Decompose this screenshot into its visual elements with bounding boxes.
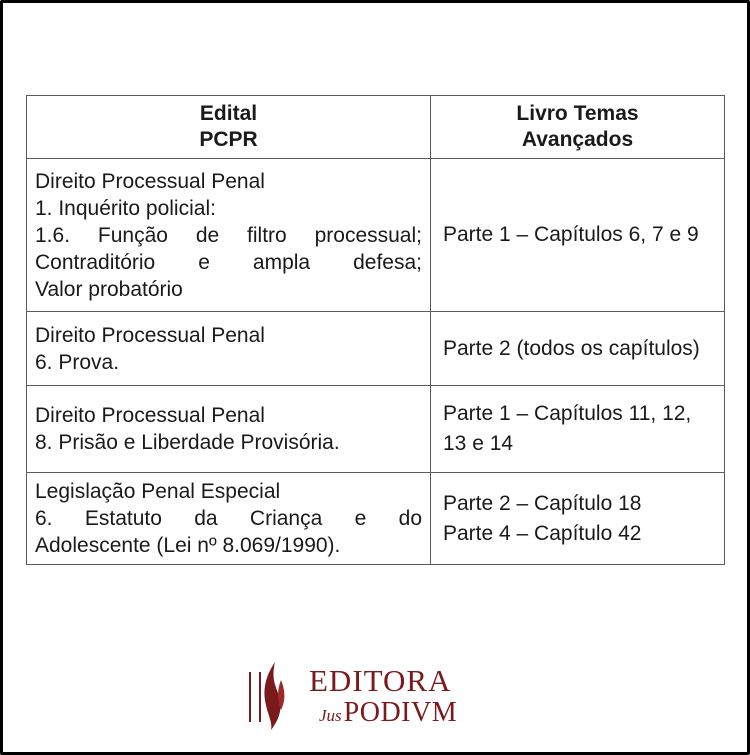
header-livro-line-1: Livro Temas [516,102,639,125]
livro-cell [431,473,725,565]
cell-line: 8. Prisão e Liberdade Provisória. [35,431,340,454]
header-livro [431,96,725,159]
livro-cell: Parte 1 – Capítulos 11, 12, 13 e 14 [431,386,725,473]
edital-table [26,95,725,565]
cell-line: Legislação Penal Especial [35,480,281,503]
table-header-row [27,96,725,159]
logo-jus: Jus [319,706,342,725]
livro-cell: Parte 1 – Capítulos 6, 7 e 9 [431,159,725,312]
header-livro-line-2: Avançados [521,128,634,151]
edital-cell [27,312,431,386]
cell-line: Contraditório e ampla defesa; [35,250,422,274]
header-edital-line-1: Edital [199,102,258,125]
edital-cell [27,159,431,312]
livro-cell: Parte 2 (todos os capítulos) [431,312,725,386]
cell-line: Valor probatório [35,277,183,301]
table-row [27,312,725,386]
flame-icon [257,660,291,732]
table-row [27,159,725,312]
cell-line: 6. Estatuto da Criança e do [35,507,422,530]
edital-cell [27,386,431,473]
cell-line: Direito Processual Penal [35,323,265,347]
editora-logo [243,660,493,732]
cell-line: 1.6. Função de filtro processual; [35,223,422,247]
edital-cell [27,473,431,565]
cell-line: 1. Inquérito policial: [35,196,216,220]
cell-line: Parte 4 – Capítulo 42 [443,521,642,545]
cell-line: Direito Processual Penal [35,169,265,193]
logo-subtitle [319,698,457,732]
header-edital [27,96,431,159]
cell-line: Direito Processual Penal [35,404,265,427]
cell-line: Parte 2 – Capítulo 18 [443,491,642,515]
logo-brand: EDITORA [309,663,452,698]
logo-podivm: PODIVM [343,697,458,728]
table-row [27,386,725,473]
header-edital-line-2: PCPR [199,128,258,151]
cell-line: 6. Prova. [35,350,120,374]
table-row [27,473,725,565]
cell-line: Adolescente (Lei nº 8.069/1990). [35,534,341,557]
